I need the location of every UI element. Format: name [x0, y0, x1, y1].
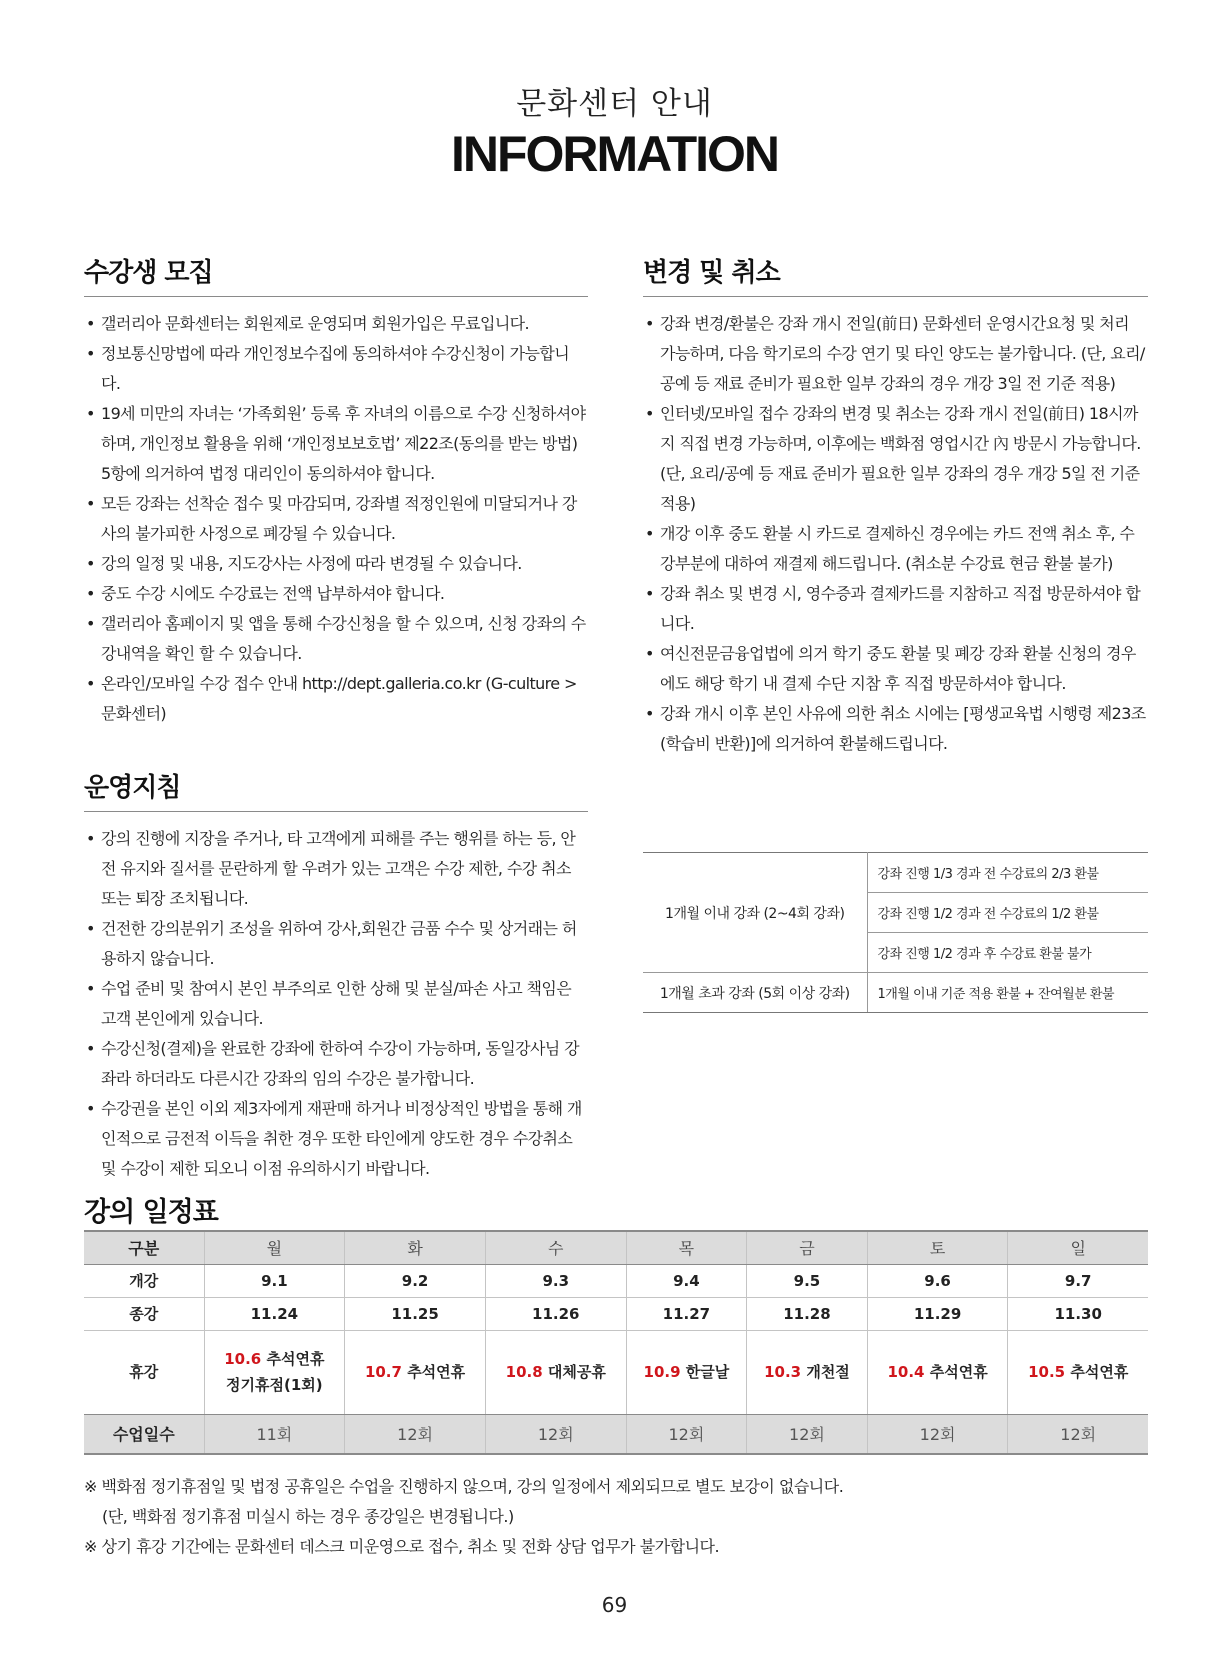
recruit-list: [84, 309, 588, 729]
list-item: • 강의 일정 및 내용, 지도강사는 사정에 따라 변경될 수 있습니다.: [84, 549, 588, 579]
holiday-text: 추석연휴: [1070, 1363, 1129, 1381]
schedule-title: 강의 일정표: [84, 1197, 218, 1228]
change-title: 변경 및 취소: [643, 252, 1148, 297]
list-item: • 갤러리아 문화센터는 회원제로 운영되며 회원가입은 무료입니다.: [84, 309, 588, 339]
schedule-day-header: 수: [485, 1231, 626, 1264]
holiday-cell: [204, 1330, 345, 1414]
schedule-notes: [84, 1472, 843, 1562]
holiday-date: 10.8: [505, 1363, 543, 1381]
holiday-date: 10.6: [224, 1350, 262, 1368]
class-count: 12회: [747, 1414, 868, 1454]
table-row: [643, 973, 1148, 1013]
change-section: [643, 252, 1148, 759]
list-item: • 강의 진행에 지장을 주거나, 타 고객에게 피해를 주는 행위를 하는 등, 안전 유지와 질서를 문란하게 할 우려가 있는 고객은 수강 제한, 수강 취소 또는 퇴장 조치됩니다.: [84, 824, 588, 914]
note-line: ※ 백화점 정기휴점일 및 법정 공휴일은 수업을 진행하지 않으며, 강의 일정에서 제외되므로 별도 보강이 없습니다.: [84, 1477, 844, 1496]
holiday-date: 10.4: [887, 1363, 925, 1381]
list-item: • 건전한 강의분위기 조성을 위하여 강사,회원간 금품 수수 및 상거래는 허용하지 않습니다.: [84, 914, 588, 974]
page-number: 69: [601, 1593, 628, 1617]
refund-rule: 강좌 진행 1/2 경과 후 수강료 환불 불가: [867, 933, 1148, 973]
holiday-text: 대체공휴: [547, 1363, 606, 1381]
operation-section: [84, 767, 588, 1184]
list-item: • 강좌 개시 이후 본인 사유에 의한 취소 시에는 [평생교육법 시행령 제23조(학습비 반환)]에 의거하여 환불해드립니다.: [643, 699, 1148, 759]
holiday-cell: [345, 1330, 486, 1414]
class-count: 12회: [345, 1414, 486, 1454]
schedule-day-header: 목: [626, 1231, 747, 1264]
schedule-day-header: 일: [1008, 1231, 1148, 1264]
list-item: • 수업 준비 및 참여시 본인 부주의로 인한 상해 및 분실/파손 사고 책임은 고객 본인에게 있습니다.: [84, 974, 588, 1034]
list-item: • 정보통신망법에 따라 개인정보수집에 동의하셔야 수강신청이 가능합니다.: [84, 339, 588, 399]
list-item: • 개강 이후 중도 환불 시 카드로 결제하신 경우에는 카드 전액 취소 후, 수강부분에 대하여 재결제 해드립니다. (취소분 수강료 현금 환불 불가): [643, 519, 1148, 579]
schedule-day-header: 화: [345, 1231, 486, 1264]
right-column: [643, 252, 1148, 759]
row-label: 개강: [84, 1264, 204, 1297]
close-date: 11.29: [867, 1297, 1008, 1330]
open-date: 9.4: [626, 1264, 747, 1297]
list-item: • 갤러리아 홈페이지 및 앱을 통해 수강신청을 할 수 있으며, 신청 강좌의 수강내역을 확인 할 수 있습니다.: [84, 609, 588, 669]
refund-category-over: 1개월 초과 강좌 (5회 이상 강좌): [643, 973, 867, 1013]
schedule-day-header: 토: [867, 1231, 1008, 1264]
list-item: • 중도 수강 시에도 수강료는 전액 납부하셔야 합니다.: [84, 579, 588, 609]
list-item: • 인터넷/모바일 접수 강좌의 변경 및 취소는 강좌 개시 전일(前日) 18시까지 직접 변경 가능하며, 이후에는 백화점 영업시간 內 방문시 가능합니다. (단, 요리/공예 등 재료 준비가 필요한 일부 강좌의 경우 개강 5일 전 기준 적용): [643, 399, 1148, 519]
note-line: (단, 백화점 정기휴점 미실시 하는 경우 종강일은 변경됩니다.): [102, 1507, 514, 1526]
holiday-cell: [1008, 1330, 1148, 1414]
open-date: 9.6: [867, 1264, 1008, 1297]
close-date: 11.27: [626, 1297, 747, 1330]
list-item: • 모든 강좌는 선착순 접수 및 마감되며, 강좌별 적정인원에 미달되거나 강사의 불가피한 사정으로 폐강될 수 있습니다.: [84, 489, 588, 549]
recruit-title: 수강생 모집: [84, 252, 588, 297]
holiday-text: 추석연휴: [929, 1363, 988, 1381]
list-item: • 강좌 변경/환불은 강좌 개시 전일(前日) 문화센터 운영시간요청 및 처리 가능하며, 다음 학기로의 수강 연기 및 타인 양도는 불가합니다. (단, 요리/공예 등 재료 준비가 필요한 일부 강좌의 경우 개강 3일 전 기준 적용): [643, 309, 1148, 399]
refund-category-within: 1개월 이내 강좌 (2~4회 강좌): [643, 853, 867, 973]
holiday-text: 한글날: [685, 1363, 730, 1381]
holiday-date: 10.5: [1028, 1363, 1066, 1381]
holiday-cell: [747, 1330, 868, 1414]
open-date: 9.7: [1008, 1264, 1148, 1297]
table-row: [643, 853, 1148, 893]
holiday-extra: 정기휴점(1회): [226, 1376, 323, 1394]
class-count: 12회: [626, 1414, 747, 1454]
close-date: 11.25: [345, 1297, 486, 1330]
list-item: • 19세 미만의 자녀는 ‘가족회원’ 등록 후 자녀의 이름으로 수강 신청하셔야 하며, 개인정보 활용을 위해 ‘개인정보보호법’ 제22조(동의를 받는 방법) 5항에 의거하여 법정 대리인이 동의하셔야 합니다.: [84, 399, 588, 489]
refund-rule: 1개월 이내 기준 적용 환불 + 잔여월분 환불: [867, 973, 1148, 1013]
schedule-day-header: 금: [747, 1231, 868, 1264]
list-item: • 강좌 취소 및 변경 시, 영수증과 결제카드를 지참하고 직접 방문하셔야 합니다.: [643, 579, 1148, 639]
note-line: ※ 상기 휴강 기간에는 문화센터 데스크 미운영으로 접수, 취소 및 전화 상담 업무가 불가합니다.: [84, 1537, 720, 1556]
list-item: • 수강권을 본인 이외 제3자에게 재판매 하거나 비정상적인 방법을 통해 개인적으로 금전적 이득을 취한 경우 또한 타인에게 양도한 경우 수강취소 및 수강이 제한 되오니 이점 유의하시기 바랍니다.: [84, 1094, 588, 1184]
holiday-cell: [626, 1330, 747, 1414]
row-label: 종강: [84, 1297, 204, 1330]
holiday-date: 10.7: [364, 1363, 402, 1381]
holiday-cell: [867, 1330, 1008, 1414]
list-item: • 수강신청(결제)을 완료한 강좌에 한하여 수강이 가능하며, 동일강사님 강좌라 하더라도 다른시간 강좌의 임의 수강은 불가합니다.: [84, 1034, 588, 1094]
open-date: 9.3: [485, 1264, 626, 1297]
left-column: [84, 252, 588, 1184]
refund-rule: 강좌 진행 1/2 경과 전 수강료의 1/2 환불: [867, 893, 1148, 933]
holiday-date: 10.9: [643, 1363, 681, 1381]
operation-title: 운영지침: [84, 767, 588, 812]
row-label: 수업일수: [84, 1414, 204, 1454]
list-item: • 온라인/모바일 수강 접수 안내 http://dept.galleria.co.kr (G-culture > 문화센터): [84, 669, 588, 729]
close-date: 11.28: [747, 1297, 868, 1330]
row-label: 휴강: [84, 1330, 204, 1414]
schedule-header-category: 구분: [84, 1231, 204, 1264]
schedule-holiday-row: [84, 1330, 1148, 1414]
close-date: 11.26: [485, 1297, 626, 1330]
recruit-section: [84, 252, 588, 729]
holiday-text: 추석연휴: [266, 1350, 325, 1368]
holiday-date: 10.3: [764, 1363, 802, 1381]
close-date: 11.30: [1008, 1297, 1148, 1330]
holiday-text: 개천절: [806, 1363, 850, 1381]
class-count: 12회: [485, 1414, 626, 1454]
schedule-close-row: [84, 1297, 1148, 1330]
schedule-count-row: [84, 1414, 1148, 1454]
refund-rule: 강좌 진행 1/3 경과 전 수강료의 2/3 환불: [867, 853, 1148, 893]
operation-list: [84, 824, 588, 1184]
refund-table: [643, 852, 1148, 1013]
class-count: 12회: [867, 1414, 1008, 1454]
close-date: 11.24: [204, 1297, 345, 1330]
class-count: 12회: [1008, 1414, 1148, 1454]
page-header: [0, 78, 1229, 183]
holiday-text: 추석연휴: [407, 1363, 466, 1381]
open-date: 9.5: [747, 1264, 868, 1297]
list-item: • 여신전문금융업법에 의거 학기 중도 환불 및 폐강 강좌 환불 신청의 경우에도 해당 학기 내 결제 수단 지참 후 직접 방문하셔야 합니다.: [643, 639, 1148, 699]
page-subtitle: 문화센터 안내: [516, 86, 713, 122]
schedule-day-header: 월: [204, 1231, 345, 1264]
open-date: 9.2: [345, 1264, 486, 1297]
schedule-open-row: [84, 1264, 1148, 1297]
open-date: 9.1: [204, 1264, 345, 1297]
schedule-header-row: [84, 1231, 1148, 1264]
class-count: 11회: [204, 1414, 345, 1454]
holiday-cell: [485, 1330, 626, 1414]
page-title: INFORMATION: [450, 126, 779, 182]
change-list: [643, 309, 1148, 759]
schedule-table: [84, 1230, 1148, 1455]
